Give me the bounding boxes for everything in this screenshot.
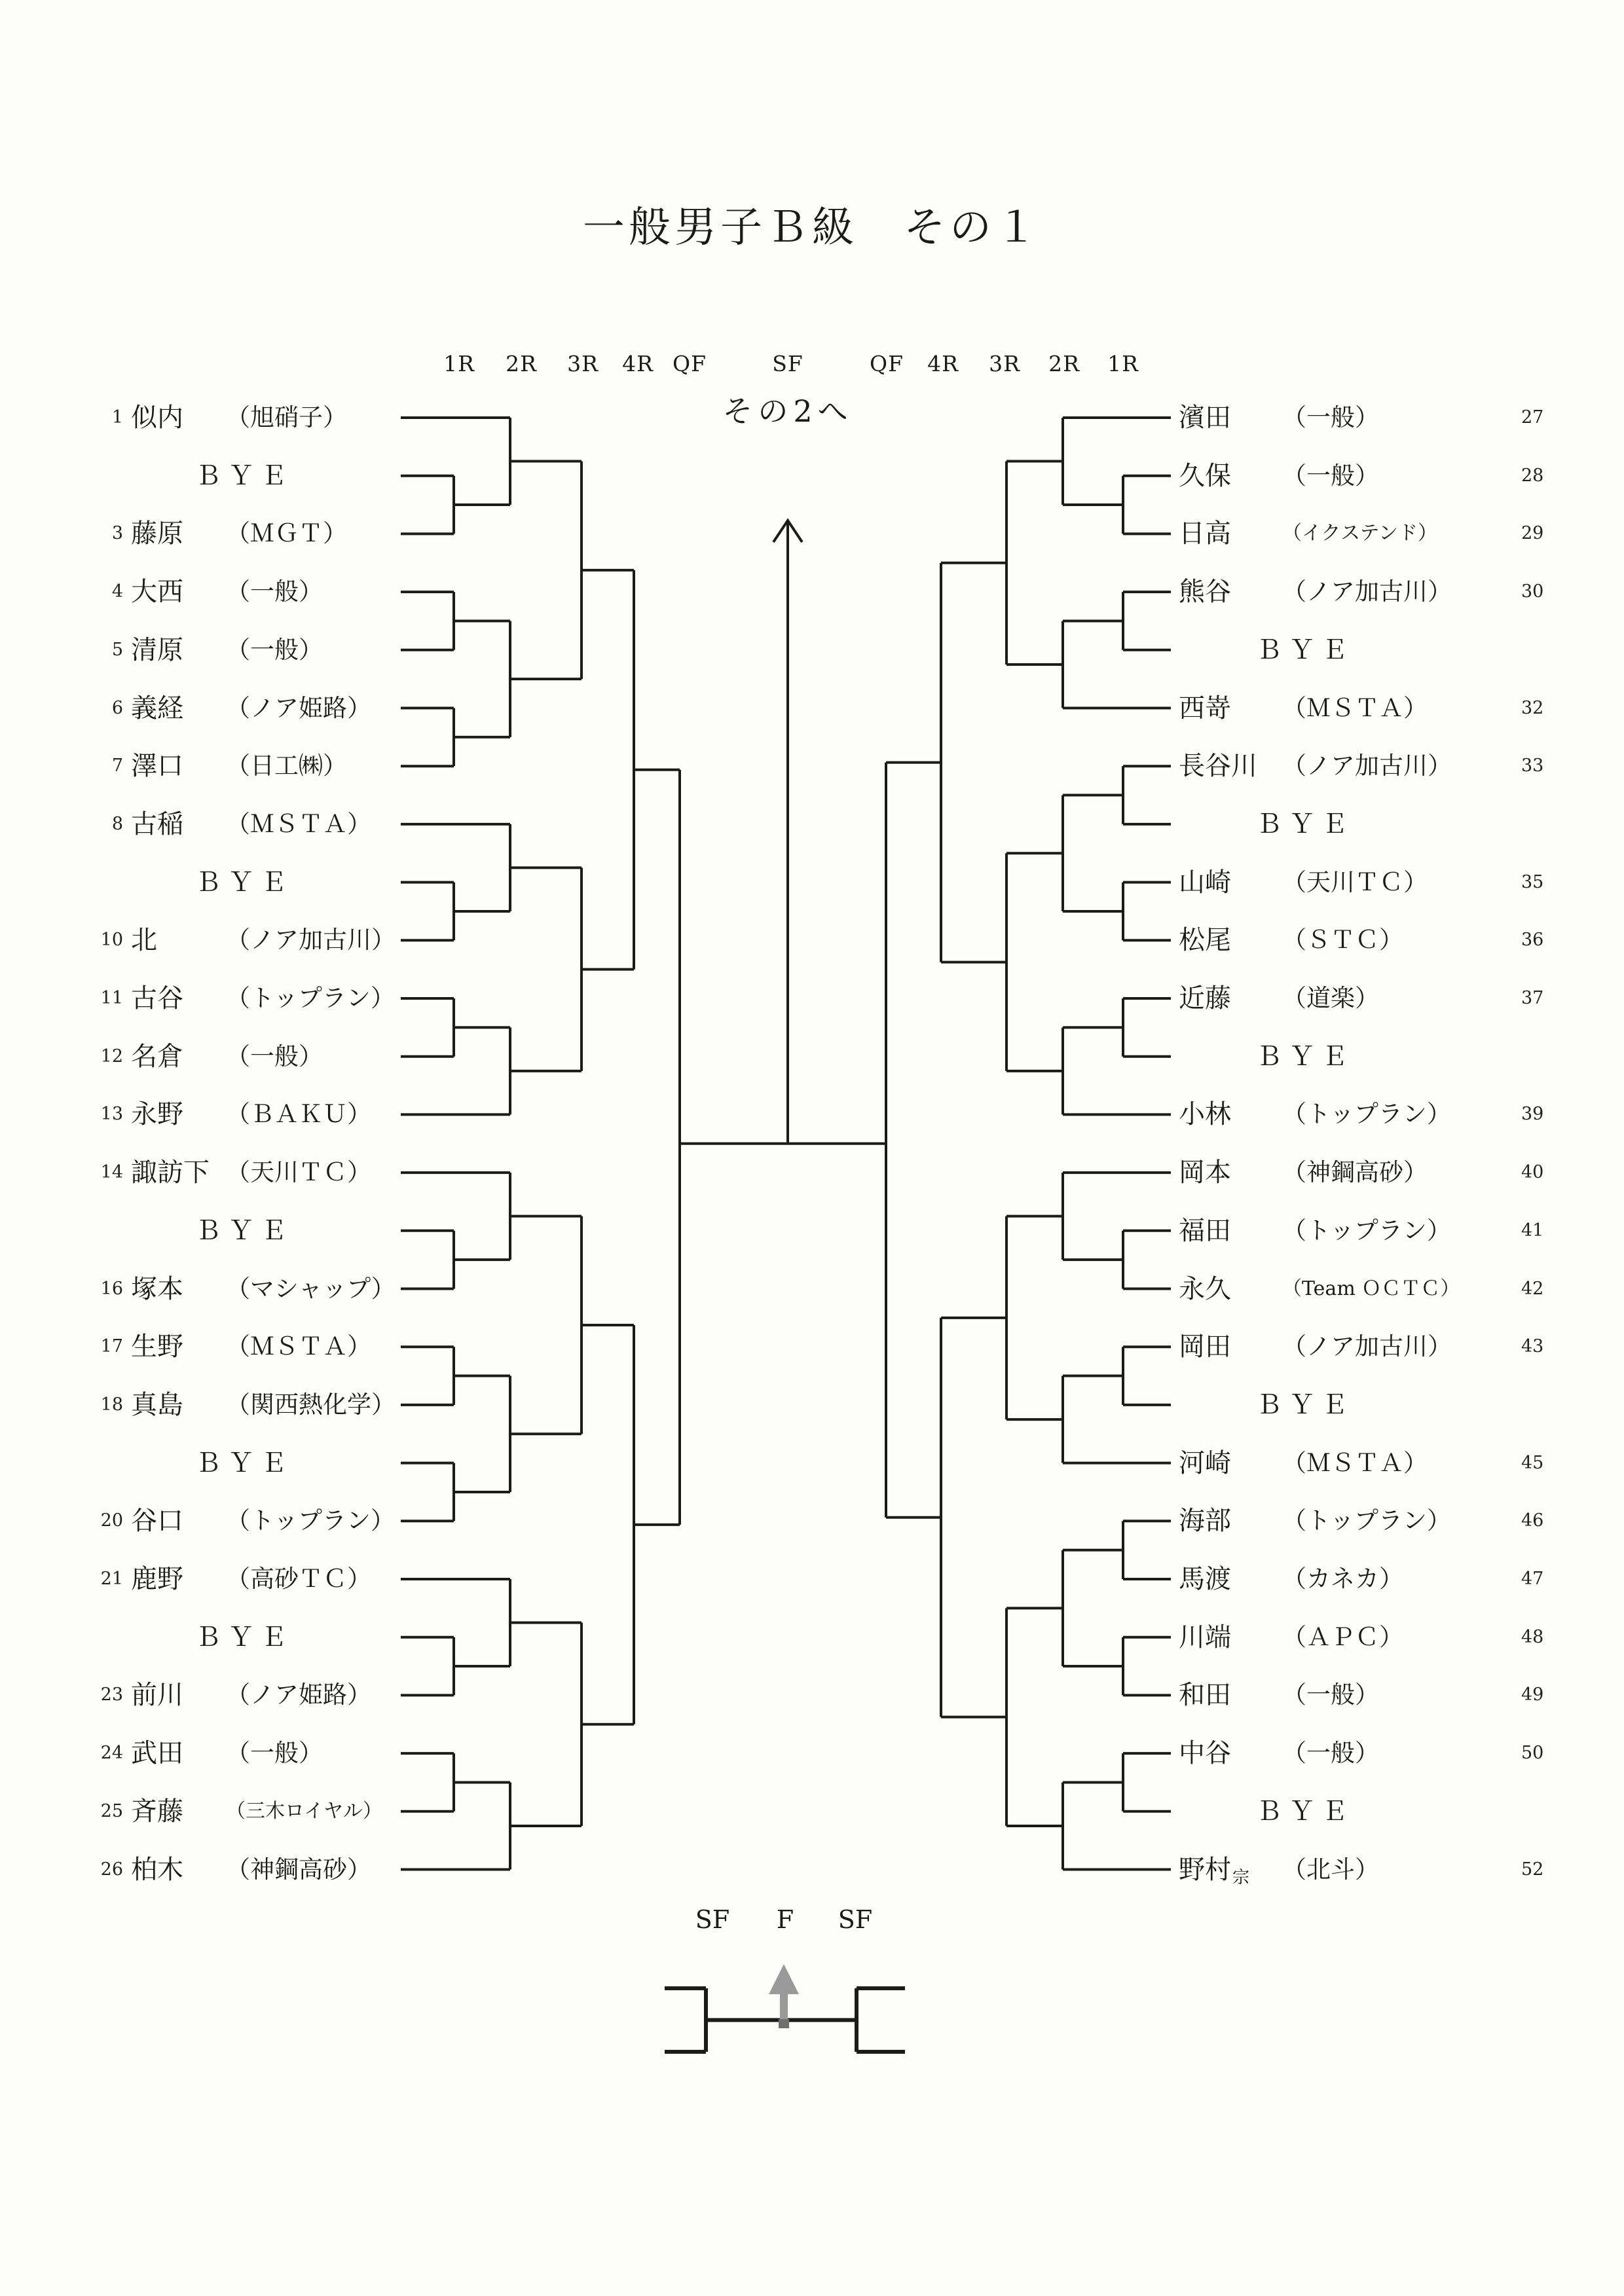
player-club: （ＭＳＴＡ） — [1282, 693, 1428, 722]
player-name: 西嵜 — [1179, 693, 1231, 723]
player-club: （一般） — [226, 1739, 323, 1768]
legend-label-2: SF — [838, 1905, 873, 1934]
player-name: 藤原 — [131, 519, 183, 549]
bye-label: ＢＹＥ — [195, 1215, 293, 1246]
player-club: （一般） — [1282, 1681, 1379, 1709]
round-label-2: 3R — [567, 351, 599, 376]
player-name: 義経 — [131, 693, 183, 723]
player-club: （北斗） — [1282, 1855, 1379, 1884]
round-label-7: 4R — [927, 351, 959, 376]
player-name: 永久 — [1179, 1273, 1231, 1304]
round-label-3: 4R — [622, 351, 654, 376]
legend-label-1: F — [776, 1905, 794, 1934]
player-number: 12 — [100, 1046, 123, 1066]
player-club: （トップラン） — [1282, 1100, 1451, 1129]
round-label-10: 1R — [1107, 351, 1139, 376]
legend-label-0: SF — [695, 1905, 730, 1934]
bye-label: ＢＹＥ — [1256, 809, 1354, 839]
player-name: 熊谷 — [1179, 577, 1231, 608]
round-label-0: 1R — [443, 351, 475, 376]
player-number: 30 — [1521, 581, 1544, 602]
player-name: 似内 — [131, 403, 183, 433]
player-number: 6 — [111, 697, 123, 718]
bye-label: ＢＹＥ — [1256, 634, 1354, 665]
bye-label: ＢＹＥ — [1256, 1389, 1354, 1420]
bye-label: ＢＹＥ — [195, 1448, 293, 1478]
player-number: 11 — [100, 988, 123, 1008]
player-name: 大西 — [131, 577, 183, 608]
player-name: 永野 — [131, 1099, 183, 1130]
to-part2-label: その2へ — [722, 393, 853, 429]
player-number: 33 — [1521, 756, 1544, 776]
player-number: 28 — [1521, 465, 1544, 486]
round-label-6: QF — [870, 351, 904, 376]
player-club: （トップラン） — [1282, 1216, 1451, 1245]
player-number: 48 — [1521, 1626, 1544, 1647]
player-club: （ＭＧＴ） — [226, 519, 347, 548]
player-club: （天川ＴＣ） — [1282, 867, 1428, 896]
player-club: （ノア姫路） — [226, 693, 371, 722]
player-name: 長谷川 — [1179, 751, 1257, 782]
player-club: （一般） — [226, 1042, 323, 1070]
player-number: 40 — [1521, 1162, 1544, 1183]
player-name: 澤口 — [131, 751, 183, 782]
player-name: 前川 — [131, 1680, 183, 1711]
bracket-path — [401, 418, 1171, 1870]
bye-label: ＢＹＥ — [195, 460, 293, 491]
player-number: 29 — [1521, 523, 1544, 544]
player-club: （高砂ＴＣ） — [226, 1565, 371, 1593]
player-number: 47 — [1521, 1569, 1544, 1589]
player-name: 北 — [131, 925, 157, 956]
player-name: 松尾 — [1179, 925, 1231, 956]
player-name: 久保 — [1179, 460, 1231, 491]
player-number: 27 — [1521, 407, 1544, 428]
player-number: 17 — [100, 1336, 123, 1357]
player-name: 柏木 — [131, 1854, 183, 1885]
player-club: （ノア加古川） — [1282, 577, 1452, 606]
player-club: （ＭＳＴＡ） — [226, 1332, 371, 1361]
round-label-1: 2R — [506, 351, 537, 376]
player-name: 河崎 — [1179, 1448, 1231, 1478]
player-number: 45 — [1521, 1452, 1544, 1473]
player-number: 16 — [100, 1278, 123, 1299]
player-number: 14 — [100, 1162, 123, 1183]
player-number: 3 — [111, 523, 123, 544]
page-title: 一般男子Ｂ級 その１ — [583, 204, 1041, 252]
player-club: （マシャップ） — [226, 1274, 396, 1303]
player-name: 生野 — [131, 1332, 183, 1362]
bye-label: ＢＹＥ — [195, 1622, 293, 1652]
player-number: 36 — [1521, 930, 1544, 951]
player-name: 真島 — [131, 1389, 183, 1420]
player-number: 20 — [100, 1510, 123, 1531]
player-club: （一般） — [226, 635, 323, 664]
player-name: 山崎 — [1179, 867, 1231, 898]
player-name: 武田 — [131, 1738, 183, 1769]
player-name: 日高 — [1179, 519, 1231, 549]
player-number: 1 — [111, 407, 123, 428]
round-label-5: SF — [772, 351, 803, 376]
player-number: 25 — [100, 1800, 123, 1821]
player-number: 4 — [111, 581, 123, 602]
player-name: 鹿野 — [131, 1564, 183, 1594]
player-club: （Team ＯＣＴＣ） — [1282, 1277, 1460, 1300]
player-number: 43 — [1521, 1336, 1544, 1357]
bye-label: ＢＹＥ — [1256, 1041, 1354, 1072]
player-number: 41 — [1521, 1220, 1544, 1241]
player-club: （一般） — [1282, 1739, 1379, 1768]
player-number: 8 — [111, 813, 123, 834]
player-name: 斉藤 — [131, 1796, 183, 1827]
player-club: （ＳＴＣ） — [1282, 926, 1403, 955]
player-club: （カネカ） — [1282, 1565, 1403, 1593]
to-part2-arrow-icon — [773, 520, 802, 1144]
player-name: 海部 — [1179, 1506, 1231, 1537]
player-number: 26 — [100, 1859, 123, 1880]
player-number: 13 — [100, 1104, 123, 1125]
player-name: 小林 — [1179, 1099, 1231, 1130]
player-number: 23 — [100, 1685, 123, 1705]
player-club: （一般） — [1282, 461, 1379, 490]
player-name-suffix: 宗 — [1232, 1867, 1250, 1887]
player-name: 福田 — [1179, 1215, 1231, 1246]
player-name: 馬渡 — [1179, 1564, 1231, 1594]
player-club: （日工㈱） — [226, 752, 347, 780]
player-number: 50 — [1521, 1743, 1544, 1764]
player-club: （ＢＡＫＵ） — [226, 1100, 371, 1129]
player-name: 岡田 — [1179, 1332, 1231, 1362]
player-number: 46 — [1521, 1510, 1544, 1531]
player-club: （三木ロイヤル） — [226, 1799, 382, 1823]
player-club: （ＭＳＴＡ） — [226, 809, 371, 838]
player-club: （ノア加古川） — [1282, 1332, 1452, 1361]
player-number: 52 — [1521, 1859, 1544, 1880]
player-number: 5 — [111, 639, 123, 660]
player-number: 18 — [100, 1394, 123, 1415]
player-name: 古谷 — [131, 983, 183, 1013]
player-name: 野村 — [1179, 1854, 1231, 1885]
player-number: 49 — [1521, 1685, 1544, 1705]
player-club: （ノア加古川） — [226, 926, 396, 955]
player-club: （道楽） — [1282, 984, 1379, 1012]
player-club: （旭硝子） — [226, 403, 347, 431]
player-number: 35 — [1521, 871, 1544, 892]
player-name: 諏訪下 — [131, 1157, 210, 1188]
player-club: （神鋼高砂） — [226, 1855, 371, 1884]
player-name: 名倉 — [131, 1041, 183, 1072]
round-label-4: QF — [673, 351, 707, 376]
player-club: （一般） — [1282, 403, 1379, 431]
player-number: 24 — [100, 1743, 123, 1764]
player-club: （トップラン） — [1282, 1506, 1451, 1535]
player-number: 32 — [1521, 697, 1544, 718]
player-club: （ノア加古川） — [1282, 752, 1452, 780]
player-club: （ＭＳＴＡ） — [1282, 1448, 1428, 1477]
player-number: 37 — [1521, 988, 1544, 1008]
player-name: 近藤 — [1179, 983, 1231, 1013]
player-name: 塚本 — [131, 1273, 183, 1304]
player-name: 川端 — [1179, 1622, 1231, 1652]
player-name: 清原 — [131, 634, 183, 665]
player-number: 7 — [111, 756, 123, 776]
player-name: 岡本 — [1179, 1157, 1231, 1188]
player-club: （天川ＴＣ） — [226, 1158, 371, 1187]
player-club: （ＡＰＣ） — [1282, 1622, 1403, 1651]
player-name: 中谷 — [1179, 1738, 1231, 1769]
bye-label: ＢＹＥ — [1256, 1796, 1354, 1827]
round-label-9: 2R — [1048, 351, 1080, 376]
player-club: （関西熱化学） — [226, 1390, 396, 1419]
player-name: 谷口 — [131, 1506, 183, 1537]
player-club: （一般） — [226, 577, 323, 606]
player-club: （トップラン） — [226, 1506, 395, 1535]
player-number: 42 — [1521, 1278, 1544, 1299]
bye-label: ＢＹＥ — [195, 867, 293, 898]
round-label-8: 3R — [989, 351, 1020, 376]
player-number: 39 — [1521, 1104, 1544, 1125]
player-club: （ノア姫路） — [226, 1681, 371, 1709]
player-name: 和田 — [1179, 1680, 1231, 1711]
player-club: （神鋼高砂） — [1282, 1158, 1428, 1187]
player-number: 21 — [100, 1569, 123, 1589]
player-name: 濱田 — [1179, 403, 1231, 433]
player-number: 10 — [100, 930, 123, 951]
player-club: （トップラン） — [226, 984, 395, 1012]
player-name: 古稲 — [131, 809, 183, 839]
player-club: （イクステンド） — [1282, 522, 1437, 545]
